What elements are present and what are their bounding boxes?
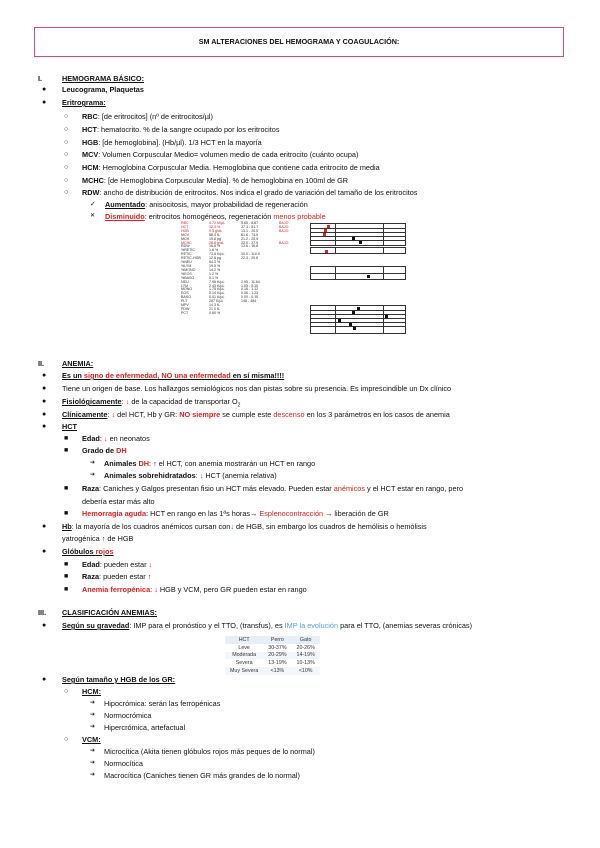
hcm-heading: HCM: <box>82 687 102 696</box>
sev-cell: <13% <box>263 667 291 675</box>
lab-cell: 68.4 fL <box>209 232 220 237</box>
sev-cell: Muy Severa <box>225 667 263 675</box>
hemorragia-aguda: Hemorragia aguda: HCT en rango en las 1ªs horas→ Esplenocontracción → liberación de GR <box>82 509 389 518</box>
title-box <box>34 27 564 57</box>
lab-cell: %RETIC <box>181 248 195 253</box>
sev-header-cell: Perro <box>263 636 291 644</box>
lab-cell: 64.3 % <box>209 260 221 265</box>
lab-row <box>180 312 289 316</box>
lab-cell: 19.8 pg <box>209 236 221 241</box>
hcm-item: Hipercrómica, artefactual <box>104 723 186 732</box>
disminuido-line: Disminuido: eritrocitos homogéneos, regeneración menos probable <box>105 212 326 221</box>
lab-scale-block-1 <box>310 223 406 246</box>
lab-cell: 32.0 - 37.9 <box>241 240 259 245</box>
severity-table <box>225 636 320 675</box>
lab-cell: 14.3 fL <box>209 303 220 308</box>
lab-cell: 21.0 fL <box>209 306 220 311</box>
lab-cell: 32.3 % <box>209 224 221 229</box>
lab-cell: 73.6 K/µL <box>209 252 225 257</box>
lab-cell <box>240 312 278 316</box>
sev-cell: 14-19% <box>292 652 320 660</box>
lab-results-table <box>180 222 289 316</box>
sev-cell: Leve <box>238 644 250 651</box>
eritrograma: Eritrograma: <box>62 98 106 107</box>
lab-cell: 9.3 g/dL <box>209 228 222 233</box>
gravedad-line: Según su gravedad: IMP para el pronóstico y el TTO, (transfus), es IMP la evolución para el TTO, (anemias severas crónicas) <box>62 621 473 630</box>
lab-cell: 0.06 - 1.23 <box>241 291 259 296</box>
tamano-heading: Según tamaño y HGB de los GR: <box>62 675 176 684</box>
lab-cell: BAJO <box>279 240 289 245</box>
sev-cell: 13-19% <box>268 660 287 667</box>
anemia-ferropenica: Anemia ferropénica: ↓ HGB y VCM, pero GR pueden estar en rango <box>82 585 307 594</box>
lab-cell: 5.65 - 8.87 <box>241 221 259 225</box>
lab-cell: MPV <box>181 303 189 308</box>
lab-cell: 28.8 g/dL <box>209 240 224 245</box>
animales-sobrehidratados: Animales sobrehidratados: ↓ HCT (anemia relativa) <box>104 471 277 480</box>
globulos-rojos-heading: Glóbulos rojos <box>62 547 114 556</box>
hct-line: HCT: hematocrito. % de la sangre ocupado por los eritrocitos <box>82 125 280 134</box>
lab-cell: 13.6 - 16.8 <box>241 244 259 249</box>
lab-cell: HCT <box>181 224 189 229</box>
lab-cell: 7.96 K/µL <box>209 279 225 284</box>
lab-cell: MCV <box>181 232 189 237</box>
lab-cell: EOS <box>181 291 189 296</box>
lab-cell: PLT <box>181 299 188 304</box>
hcm-line: HCM: Hemoglobina Corpuscular Media. Hemoglobina que contiene cada eritrocito de media <box>82 163 380 172</box>
lab-cell: RETIC-HGB <box>181 256 201 261</box>
lab-cell: 0.1 % <box>209 275 219 280</box>
lab-cell: 0.00 - 0.10 <box>241 295 259 300</box>
lab-cell: 13.1 - 20.5 <box>241 228 259 233</box>
lab-cell: %LYM <box>181 263 192 268</box>
lab-cell: 12.8 pg <box>209 256 221 261</box>
sev-cell: Severa <box>235 660 253 667</box>
lab-cell: %NEU <box>181 260 192 265</box>
hct-heading: HCT <box>62 422 77 431</box>
lab-cell: 16.8 % <box>209 244 221 249</box>
vcm-item: Microcítica (Akita tienen glóbulos rojos más peques de lo normal) <box>104 747 315 756</box>
lab-cell: 0.14 K/µL <box>209 291 225 296</box>
rdw-line: RDW: ancho de distribución de eritrocitos. Nos indica el grado de variación del tamaño de los eritrocitos <box>82 188 418 197</box>
lab-cell: BAJO <box>279 221 289 225</box>
lab-cell: BASO <box>181 295 191 300</box>
lab-cell: 148 - 484 <box>241 299 257 304</box>
vcm-item: Macrocítica (Caniches tienen GR más grandes de lo normal) <box>104 771 300 780</box>
lab-cell: 2.43 K/µL <box>209 283 225 288</box>
lab-cell: 1.05 - 5.10 <box>241 283 259 288</box>
hct-raza: Raza: Caniches y Galgos presentan fisio un HCT más elevado. Pueden estar anémicos y el HCT estar en rango, pero <box>82 484 464 493</box>
section-1-heading: HEMOGRAMA BÁSICO: <box>62 74 145 83</box>
section-1-number: I. <box>38 74 43 83</box>
anemia-definition: Es un signo de enfermedad, NO una enfermedad en sí misma!!!! <box>62 371 285 380</box>
lab-cell: MCH <box>181 236 190 241</box>
sev-cell: 20-26% <box>296 644 315 651</box>
hb-line: Hb: la mayoría de los cuadros anémicos cursan con↓ de HGB, sin embargo los cuadros de hemólisis o hemólisis <box>62 522 427 531</box>
vcm-item: Normocítica <box>104 759 143 768</box>
lab-cell: RETIC <box>181 252 192 257</box>
section-3-heading: CLASIFICACIÓN ANEMIAS: <box>62 608 157 617</box>
hcm-item: Hipocrómica: serán las ferropénicas <box>104 699 221 708</box>
lab-cell: 0.16 - 1.12 <box>241 287 259 292</box>
lab-cell: BAJO <box>279 224 289 229</box>
lab-cell: 0.01 K/µL <box>209 295 225 300</box>
sev-cell: Moderada <box>225 652 263 660</box>
lab-cell: 2.95 - 11.64 <box>241 279 260 284</box>
lab-cell <box>278 312 289 316</box>
animales-dh: Animales DH: ↑ el HCT, con anemia mostrarán un HCT en rango <box>104 459 316 468</box>
hcm-item: Normocrómica <box>104 711 152 720</box>
gr-edad: Edad: pueden estar ↓ <box>82 560 153 569</box>
section-3-number: III. <box>38 608 47 617</box>
section-2-number: II. <box>38 359 45 368</box>
lab-cell: PCT <box>181 310 189 315</box>
sev-cell: 20-29% <box>263 652 291 660</box>
lab-cell: 19.5 % <box>209 263 221 268</box>
mcv-line: MCV: Volumen Corpuscular Medio= volumen medio de cada eritrocito (cuánto ocupa) <box>82 150 359 159</box>
lab-cell: RDW <box>181 244 190 249</box>
gr-raza: Raza: pueden estar ↑ <box>82 572 152 581</box>
hb-line-cont: yatrogénica ↑ de HGB <box>62 534 134 543</box>
lab-cell: 287 K/µL <box>209 299 224 304</box>
lab-cell: HGB <box>181 228 189 233</box>
aumentado-line: Aumentado: anisocitosis, mayor probabilidad de regeneración <box>105 200 308 209</box>
check-icon: ✓ <box>90 201 96 208</box>
lab-scale-block-2 <box>310 247 406 254</box>
lab-cell: %BASO <box>181 275 195 280</box>
lab-scale-block-4 <box>310 305 406 334</box>
lab-cell: LYM <box>181 283 189 288</box>
lab-cell: 22.3 - 29.6 <box>241 256 259 261</box>
lab-cell: 14.2 % <box>209 267 221 272</box>
lab-cell: MONO <box>181 287 193 292</box>
lab-cell: 10.0 - 110.0 <box>241 252 260 257</box>
lab-scale-block-3 <box>310 266 406 280</box>
lab-cell: 1.2 % <box>209 271 219 276</box>
lab-cell: 0.60 % <box>209 310 221 315</box>
lab-cell: %EOS <box>181 271 192 276</box>
rbc-line: RBC: [de eritrocitos] (nº de eritrocitos/µl) <box>82 112 213 121</box>
sev-cell: <10% <box>292 667 320 675</box>
hct-raza-cont: debería estar más alto <box>82 497 155 506</box>
cross-icon: ✕ <box>90 213 96 219</box>
lab-cell: RBC <box>181 221 189 225</box>
lab-cell: 1.6 % <box>209 248 219 253</box>
clinicamente-line: Clínicamente: ↓ del HCT, Hb y GR: NO siempre se cumple este descenso en los 3 parámetros en los casos de anemia <box>62 410 450 419</box>
lab-cell: NEU <box>181 279 189 284</box>
grado-dh: Grado de DH <box>82 446 127 455</box>
hct-edad: Edad: ↓ en neonatos <box>82 434 150 443</box>
lab-cell: 4.72 M/µL <box>209 221 226 225</box>
lab-cell: PDW <box>181 306 190 311</box>
lab-cell: BAJO <box>279 228 289 233</box>
lab-cell: 1.75 K/µL <box>209 287 225 292</box>
sev-header-cell: HCT <box>225 636 263 644</box>
lab-cell: 61.6 - 73.5 <box>241 232 259 237</box>
anemia-origin: Tiene un origen de base. Los hallazgos semiológicos nos dan pistas sobre su presencia. Es imprescindible un Dx clínico <box>62 384 452 393</box>
mchc-line: MCHC: [de Hemoglobina Corpuscular Media]. % de hemoglobina en 100ml de GR <box>82 176 349 185</box>
section-2-heading: ANEMIA: <box>62 359 94 368</box>
leucograma: Leucograma, Plaquetas <box>62 85 144 94</box>
lab-cell: 37.3 - 61.7 <box>241 224 259 229</box>
lab-cell: 21.2 - 25.9 <box>241 236 259 241</box>
fisiologicamente-line: Fisiológicamente: ↓ de la capacidad de transportar $O_2$ <box>62 397 241 409</box>
lab-cell: MCHC <box>181 240 192 245</box>
hgb-line: HGB: [de hemoglobina]. (Hb/µl). 1/3 HCT en la mayoría <box>82 138 262 147</box>
lab-cell: %MONO <box>181 267 196 272</box>
sev-header-cell: Gato <box>292 636 320 644</box>
sev-cell: 30-37% <box>268 644 287 651</box>
page-title: SM ALTERACIONES DEL HEMOGRAMA Y COAGULACIÓN: <box>198 37 400 46</box>
sev-cell: 10-13% <box>296 660 315 667</box>
vcm-heading: VCM: <box>82 735 101 744</box>
